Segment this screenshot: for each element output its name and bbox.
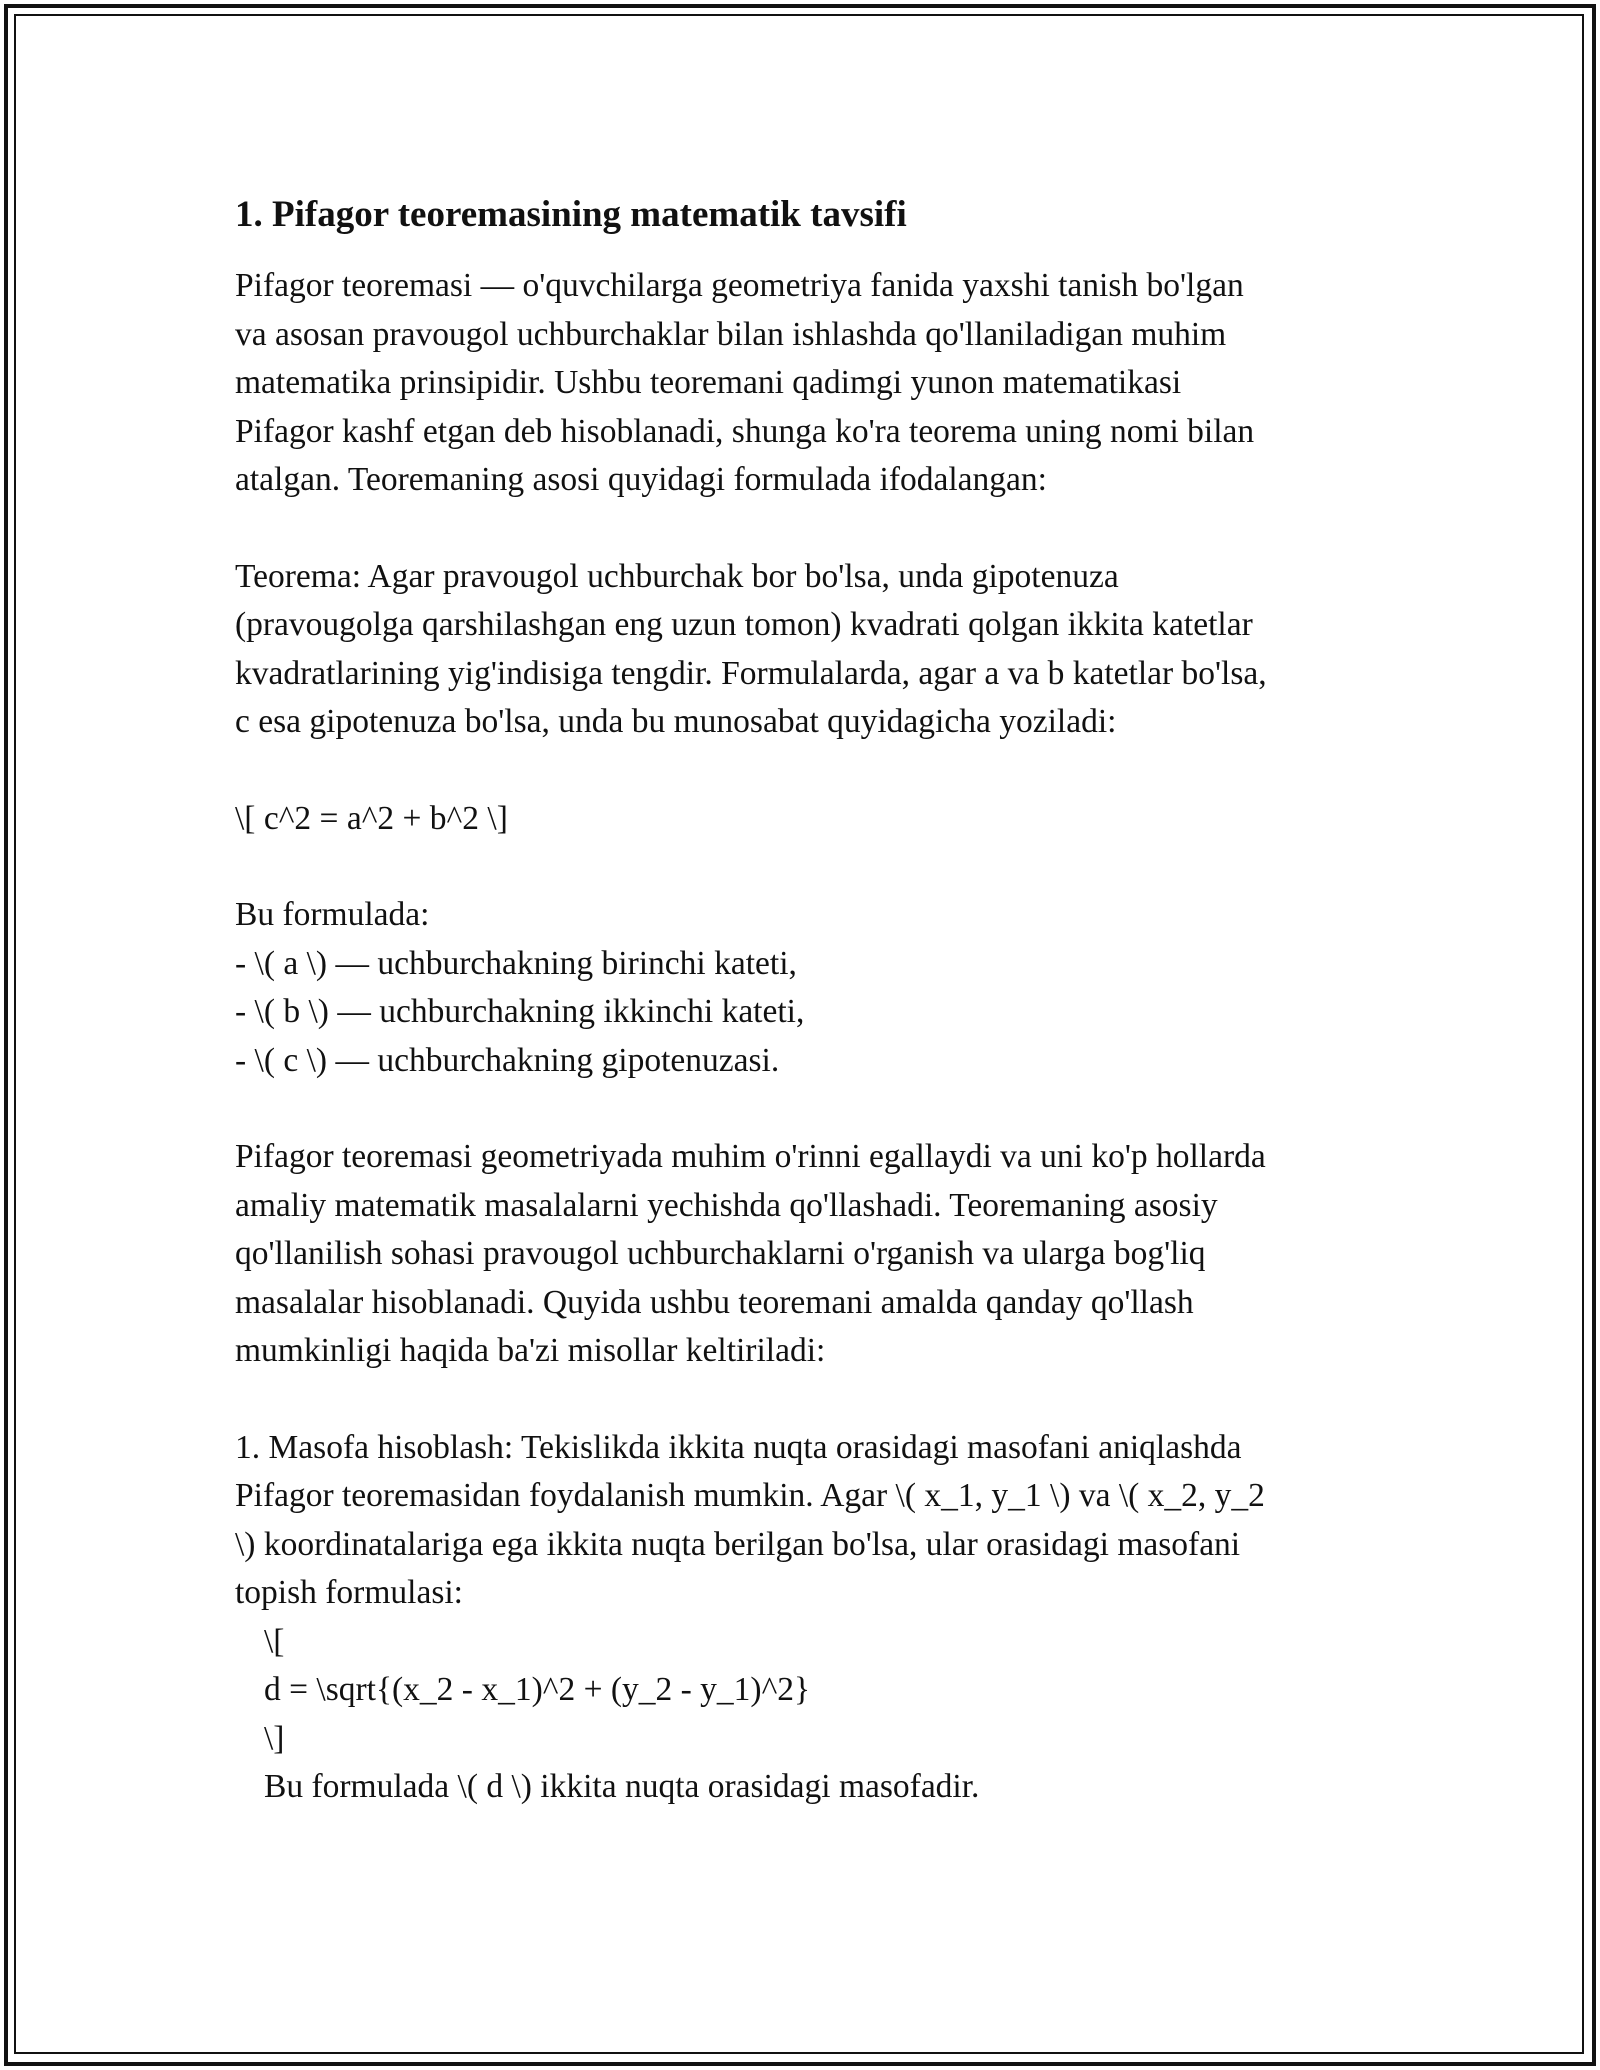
text-line: (pravougolga qarshilashgan eng uzun tomon) kvadrati qolgan ikkita katetlar	[235, 606, 1253, 643]
distance-formula-open: \[	[264, 1622, 285, 1660]
legend-heading: Bu formulada:	[235, 896, 430, 933]
example-distance	[235, 1424, 1395, 1812]
distance-formula-close: \]	[264, 1719, 285, 1757]
intro-paragraph	[235, 262, 1395, 505]
legend-item: - \( a \) — uchburchakning birinchi kateti,	[235, 944, 797, 982]
distance-formula: d = \sqrt{(x_2 - x_1)^2 + (y_2 - y_1)^2}	[264, 1671, 811, 1708]
text-line: Pifagor teoremasi geometriyada muhim o'rinni egallaydi va uni ko'p hollarda	[235, 1138, 1266, 1175]
text-line: Pifagor kashf etgan deb hisoblanadi, shunga ko'ra teorema uning nomi bilan	[235, 412, 1255, 450]
text-line: mumkinligi haqida ba'zi misollar keltiriladi:	[235, 1332, 826, 1369]
text-line: Pifagor teoremasidan foydalanish mumkin. Agar \( x_1, y_1 \) va \( x_2, y_2	[235, 1477, 1265, 1514]
text-line: kvadratlarining yig'indisiga tengdir. Formulalarda, agar a va b katetlar bo'lsa,	[235, 654, 1267, 692]
text-line: topish formulasi:	[235, 1574, 463, 1611]
legend-item: - \( c \) — uchburchakning gipotenuzasi.	[235, 1041, 780, 1079]
formula-legend	[235, 891, 1395, 1085]
theorem-paragraph	[235, 553, 1395, 747]
distance-formula-note: Bu formulada \( d \) ikkita nuqta orasidagi masofadir.	[264, 1768, 980, 1805]
text-line: atalgan. Teoremaning asosi quyidagi formulada ifodalangan:	[235, 461, 1047, 498]
text-line: 1. Masofa hisoblash: Tekislikda ikkita nuqta orasidagi masofani aniqlashda	[235, 1428, 1242, 1466]
formula-paragraph	[235, 795, 1395, 844]
text-line: matematika prinsipidir. Ushbu teoremani qadimgi yunon matematikasi	[235, 364, 1182, 401]
text-line: Teorema: Agar pravougol uchburchak bor bo'lsa, unda gipotenuza	[235, 557, 1119, 595]
text-line: qo'llanilish sohasi pravougol uchburchaklarni o'rganish va ularga bog'liq	[235, 1235, 1206, 1272]
pythagorean-formula: \[ c^2 = a^2 + b^2 \]	[235, 799, 508, 837]
text-line: \) koordinatalariga ega ikkita nuqta berilgan bo'lsa, ular orasidagi masofani	[235, 1525, 1241, 1563]
text-line: amaliy matematik masalalarni yechishda qo'llashadi. Teoremaning asosiy	[235, 1186, 1218, 1224]
usage-paragraph	[235, 1133, 1395, 1376]
document-body	[235, 190, 1395, 1860]
text-line: c esa gipotenuza bo'lsa, unda bu munosabat quyidagicha yoziladi:	[235, 703, 1117, 740]
text-line: Pifagor teoremasi — o'quvchilarga geometriya fanida yaxshi tanish bo'lgan	[235, 267, 1244, 304]
text-line: va asosan pravougol uchburchaklar bilan ishlashda qo'llaniladigan muhim	[235, 315, 1227, 353]
text-line: masalalar hisoblanadi. Quyida ushbu teoremani amalda qanday qo'llash	[235, 1283, 1194, 1321]
section-heading: 1. Pifagor teoremasining matematik tavsifi	[235, 194, 907, 235]
legend-item: - \( b \) — uchburchakning ikkinchi kateti,	[235, 993, 805, 1030]
